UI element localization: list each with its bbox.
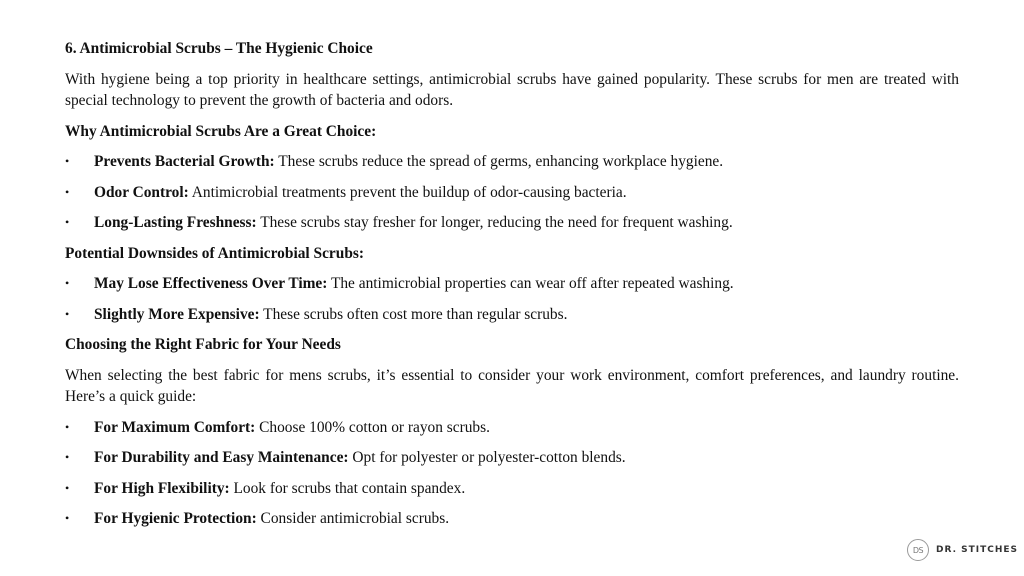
downsides-list (65, 273, 959, 325)
list-item-term: For Durability and Easy Maintenance: (94, 449, 349, 466)
why-list (65, 151, 959, 234)
list-item (65, 304, 959, 326)
bullet-icon: • (65, 215, 70, 229)
bullet-icon: • (65, 450, 70, 464)
list-item-term: Prevents Bacterial Growth: (94, 153, 275, 170)
list-item-text: Opt for polyester or polyester-cotton blends. (348, 449, 626, 466)
bullet-icon: • (65, 511, 70, 525)
list-item-term: Slightly More Expensive: (94, 305, 260, 323)
list-item (65, 478, 959, 500)
list-item-term: Odor Control: (94, 183, 189, 201)
list-item-term: May Lose Effectiveness Over Time: (94, 275, 328, 292)
list-item-text: Look for scrubs that contain spandex. (229, 479, 466, 497)
list-item (65, 212, 959, 234)
list-item (65, 447, 959, 469)
logo-name: DR. STITCHES (936, 545, 1018, 555)
bullet-icon: • (65, 276, 70, 290)
list-item (65, 508, 959, 530)
list-item-term: For High Flexibility: (94, 479, 230, 497)
list-item-text: These scrubs reduce the spread of germs, enhancing workplace hygiene. (274, 153, 724, 170)
list-item (65, 417, 959, 439)
fabric-list (65, 417, 959, 530)
section-title: 6. Antimicrobial Scrubs – The Hygienic Choice (65, 40, 373, 57)
list-item-text: These scrubs often cost more than regular scrubs. (259, 305, 568, 323)
list-item-term: For Hygienic Protection: (94, 510, 257, 527)
logo-mark-icon (907, 539, 929, 561)
list-item-term: Long-Lasting Freshness: (94, 214, 257, 231)
bullet-icon: • (65, 184, 70, 199)
list-item (65, 151, 959, 173)
bullet-icon: • (65, 154, 70, 168)
logo-mark-text: DS (912, 545, 924, 555)
bullet-icon: • (65, 419, 70, 434)
list-item-text: The antimicrobial properties can wear off after repeated washing. (327, 275, 734, 292)
list-item-text: Choose 100% cotton or rayon scrubs. (255, 418, 490, 436)
bullet-icon: • (65, 480, 70, 495)
fabric-intro-paragraph: When selecting the best fabric for mens scrubs, it’s essential to consider your work environment, comfort preferences, and laundry routine. Here’s a quick guide: (65, 366, 959, 405)
bullet-icon: • (65, 306, 70, 321)
list-item (65, 182, 959, 204)
list-item-text: These scrubs stay fresher for longer, reducing the need for frequent washing. (256, 214, 733, 231)
list-item-term: For Maximum Comfort: (94, 418, 256, 436)
why-heading: Why Antimicrobial Scrubs Are a Great Choice: (65, 122, 377, 140)
brand-logo (907, 539, 1018, 561)
document-body (65, 38, 959, 539)
intro-paragraph: With hygiene being a top priority in healthcare settings, antimicrobial scrubs have gained popularity. These scrubs for men are treated with special technology to prevent the growth of bacteria and odors. (65, 70, 959, 109)
list-item-text: Consider antimicrobial scrubs. (256, 510, 450, 527)
fabric-heading: Choosing the Right Fabric for Your Needs (65, 336, 341, 353)
list-item-text: Antimicrobial treatments prevent the buildup of odor-causing bacteria. (188, 183, 627, 201)
list-item (65, 273, 959, 295)
downsides-heading: Potential Downsides of Antimicrobial Scrubs: (65, 244, 364, 262)
